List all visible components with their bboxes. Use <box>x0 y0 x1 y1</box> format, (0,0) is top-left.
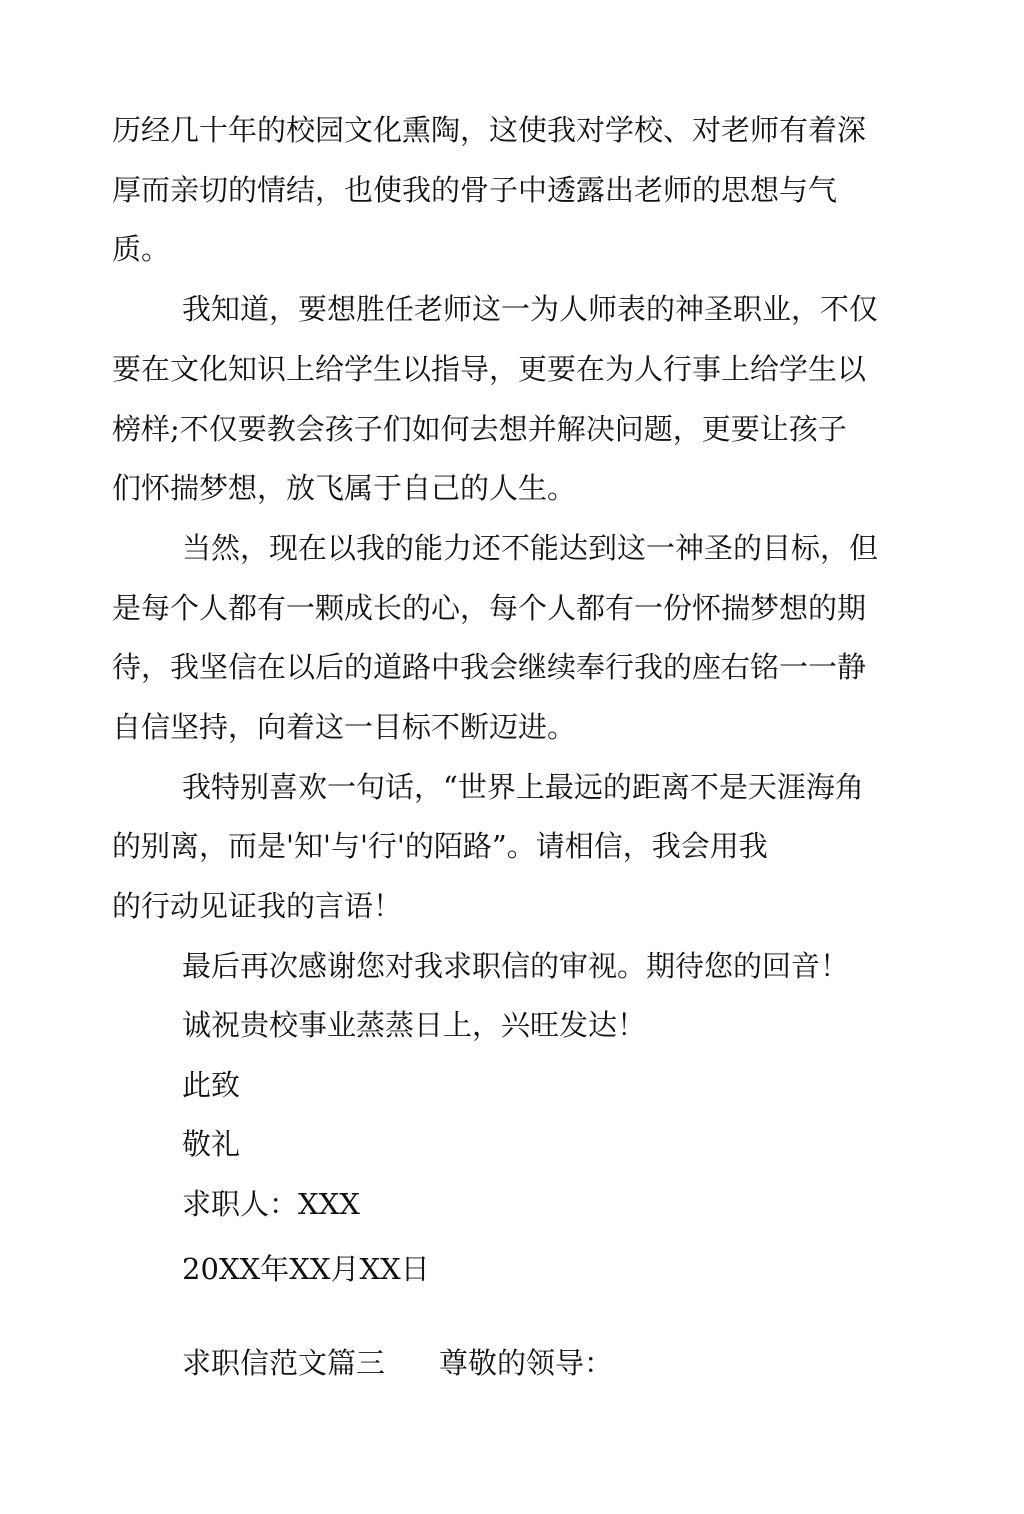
paragraph-3-line-3: 待，我坚信在以后的道路中我会继续奉行我的座右铭一一静 <box>112 650 867 684</box>
closing-salutation: 此致 <box>182 1068 241 1102</box>
paragraph-4-line-1: 我特别喜欢一句话，“世界上最远的距离不是天涯海角 <box>182 770 864 804</box>
closing-respect: 敬礼 <box>182 1127 241 1161</box>
next-section-greeting: 尊敬的领导： <box>439 1346 614 1380</box>
paragraph-2-line-2: 要在文化知识上给学生以指导，更要在为人行事上给学生以 <box>112 352 867 386</box>
next-section-heading <box>182 1346 613 1380</box>
applicant-signature: 求职人：XXX <box>182 1187 360 1221</box>
paragraph-1-line-1: 历经几十年的校园文化熏陶，这使我对学校、对老师有着深 <box>112 113 867 147</box>
paragraph-4-line-2: 的别离，而是'知'与'行'的陌路”。请相信，我会用我 <box>112 829 768 863</box>
paragraph-2-line-4: 们怀揣梦想，放飞属于自己的人生。 <box>112 471 577 505</box>
paragraph-3-line-2: 是每个人都有一颗成长的心，每个人都有一份怀揣梦想的期 <box>112 591 867 625</box>
paragraph-4-line-3: 的行动见证我的言语！ <box>112 889 403 923</box>
paragraph-1-line-2: 厚而亲切的情结，也使我的骨子中透露出老师的思想与气 <box>112 173 838 207</box>
next-section-title: 求职信范文篇三 <box>182 1346 386 1380</box>
paragraph-2-line-3: 榜样;不仅要教会孩子们如何去想并解决问题，更要让孩子 <box>112 412 847 446</box>
closing-thanks: 最后再次感谢您对我求职信的审视。期待您的回音！ <box>182 949 850 983</box>
letter-date: 20XX年XX月XX日 <box>182 1252 430 1286</box>
closing-wish: 诚祝贵校事业蒸蒸日上，兴旺发达！ <box>182 1008 647 1042</box>
paragraph-1-line-3: 质。 <box>112 232 171 266</box>
paragraph-3-line-1: 当然，现在以我的能力还不能达到这一神圣的目标，但 <box>182 531 879 565</box>
paragraph-2-line-1: 我知道，要想胜任老师这一为人师表的神圣职业，不仅 <box>182 292 879 326</box>
paragraph-3-line-4: 自信坚持，向着这一目标不断迈进。 <box>112 710 577 744</box>
